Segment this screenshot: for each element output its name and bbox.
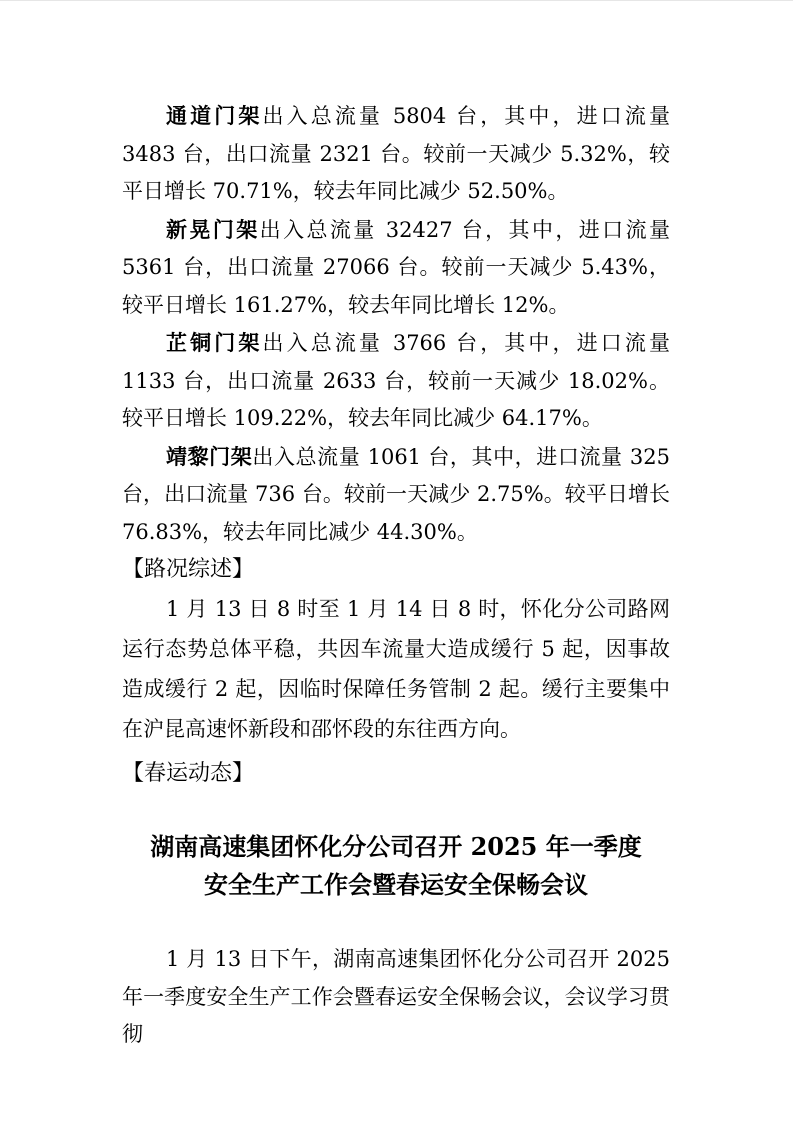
closing-paragraph: 1 月 13 日下午，湖南高速集团怀化分公司召开 2025 年一季度安全生产工作会暨春运安全保畅会议，会议学习贯彻 xyxy=(122,947,670,1046)
gantry-stats-zhitong: 出入总流量 3766 台，其中，进口流量 1133 台，出口流量 2633 台，较前一天减少 18.02%。较平日增长 109.22%，较去年同比减少 64.17%。 xyxy=(122,331,671,430)
document-content xyxy=(0,1,793,1054)
gantry-name-jingli: 靖黎门架 xyxy=(166,443,253,469)
gantry-name-zhitong: 芷铜门架 xyxy=(166,330,263,355)
article-title-line-1: 湖南高速集团怀化分公司召开 2025 年一季度 xyxy=(150,832,642,861)
gantry-paragraph-tongdao xyxy=(122,97,670,211)
gantry-paragraph-xinhuang xyxy=(122,211,670,325)
gantry-name-xinhuang: 新晃门架 xyxy=(166,216,260,242)
road-summary-paragraph: 1 月 13 日 8 时至 1 月 14 日 8 时，怀化分公司路网运行态势总体平稳，共因车流量大造成缓行 5 起，因事故造成缓行 2 起，因临时保障任务管制 2 起。缓行主要集中在沪昆高速怀新段和邵怀段的东往西方向。 xyxy=(122,596,670,741)
article-title-line-2: 安全生产工作会暨春运安全保畅会议 xyxy=(204,869,588,899)
spring-news-heading: 【春运动态】 xyxy=(122,760,255,786)
gantry-stats-jingli: 出入总流量 1061 台，其中，进口流量 325 台，出口流量 736 台。较前一天减少 2.75%。较平日增长 76.83%，较去年同比减少 44.30%。 xyxy=(122,444,670,544)
gantry-name-tongdao: 通道门架 xyxy=(166,103,263,128)
gantry-stats-tongdao: 出入总流量 5804 台，其中，进口流量 3483 台，出口流量 2321 台。较前一天减少 5.32%，较平日增长 70.71%，较去年同比减少 52.50%。 xyxy=(122,104,671,203)
article-title xyxy=(122,828,670,903)
road-summary-heading: 【路况综述】 xyxy=(122,557,255,582)
gantry-paragraph-zhitong xyxy=(122,324,670,438)
gantry-paragraph-jingli xyxy=(122,438,670,552)
gantry-stats-xinhuang: 出入总流量 32427 台，其中，进口流量 5361 台，出口流量 27066 台。较前一天减少 5.43%，较平日增长 161.27%，较去年同比增长 12%。 xyxy=(122,217,671,317)
